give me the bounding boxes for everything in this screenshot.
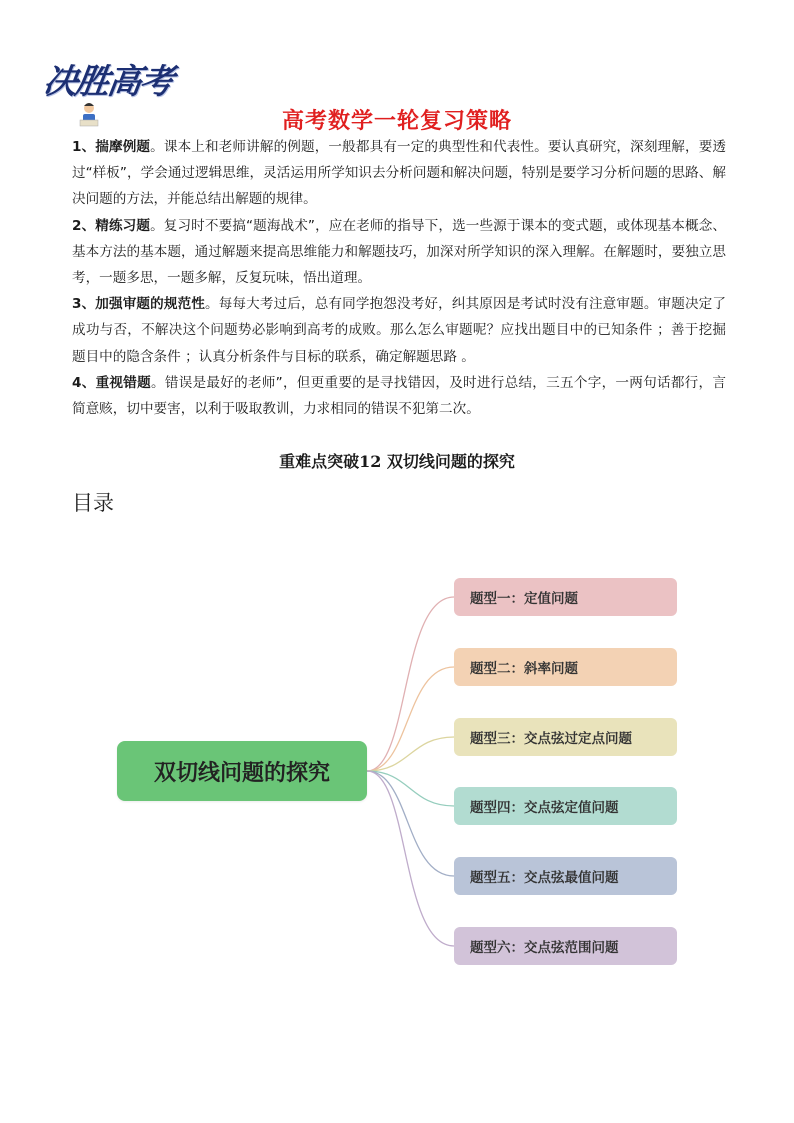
strategy-body: 。复习时不要搞“题海战术”，应在老师的指导下，选一些源于课本的变式题，或体现基本概念、基本方法的基本题，通过解题来提高思维能力和解题技巧，加深对所学知识的深入理解。在解题时，要独立思考，一题多思，一题多解，反复玩味，悟出道理。 xyxy=(72,217,726,287)
strategy-body: 。课本上和老师讲解的例题，一般都具有一定的典型性和代表性。要认真研究，深刻理解，要透过“样板”，学会通过逻辑思维，灵活运用所学知识去分析问题和解决问题，特别是要学习分析问题的思路、解决问题的方法，并能总结出解题的规律。 xyxy=(72,139,726,208)
connector-line xyxy=(367,771,454,876)
strategy-item xyxy=(72,291,726,370)
connector-line xyxy=(367,771,454,946)
connector-line xyxy=(367,597,454,771)
connector-line xyxy=(367,737,454,771)
mindmap-branch: 题型六：交点弦范围问题 xyxy=(454,927,677,965)
strategy-label: 1、揣摩例题 xyxy=(72,139,151,155)
strategy-label: 4、重视错题 xyxy=(72,374,151,391)
mindmap-branch: 题型五：交点弦最值问题 xyxy=(454,857,677,895)
toc-heading: 目录 xyxy=(72,491,114,515)
document-title: 高考数学一轮复习策略 xyxy=(281,109,512,134)
mindmap-root: 双切线问题的探究 xyxy=(117,741,367,801)
mindmap-branch: 题型四：交点弦定值问题 xyxy=(454,787,677,825)
strategy-body: 。每每大考过后，总有同学抱怨没考好，纠其原因是考试时没有注意审题。审题决定了成功与否，不解决这个问题势必影响到高考的成败。那么怎么审题呢？应找出题目中的已知条件 ；善于挖掘题目中的隐含条件 ；认真分析条件与目标的联系，确定解题思路 。 xyxy=(72,296,726,365)
mindmap-branch: 题型三：交点弦过定点问题 xyxy=(454,718,677,756)
logo-text: 决胜高考 xyxy=(40,62,175,102)
connector-line xyxy=(367,771,454,806)
mindmap-branch: 题型二：斜率问题 xyxy=(454,648,677,686)
strategy-label: 3、加强审题的规范性 xyxy=(72,296,205,313)
strategy-list xyxy=(72,134,726,422)
mindmap-branch: 题型一：定值问题 xyxy=(454,578,677,616)
strategy-item xyxy=(72,370,726,422)
strategy-body: 。错误是最好的老师”，但更重要的是寻找错因，及时进行总结，三五个字，一两句话都行，言简意赅，切中要害，以利于吸取教训，力求相同的错误不犯第二次。 xyxy=(72,374,726,418)
connector-line xyxy=(367,667,454,771)
strategy-item xyxy=(72,213,726,292)
strategy-label: 2、精练习题 xyxy=(72,217,151,234)
strategy-item xyxy=(72,134,726,213)
section-title: 重难点突破12 双切线问题的探究 xyxy=(279,452,515,471)
